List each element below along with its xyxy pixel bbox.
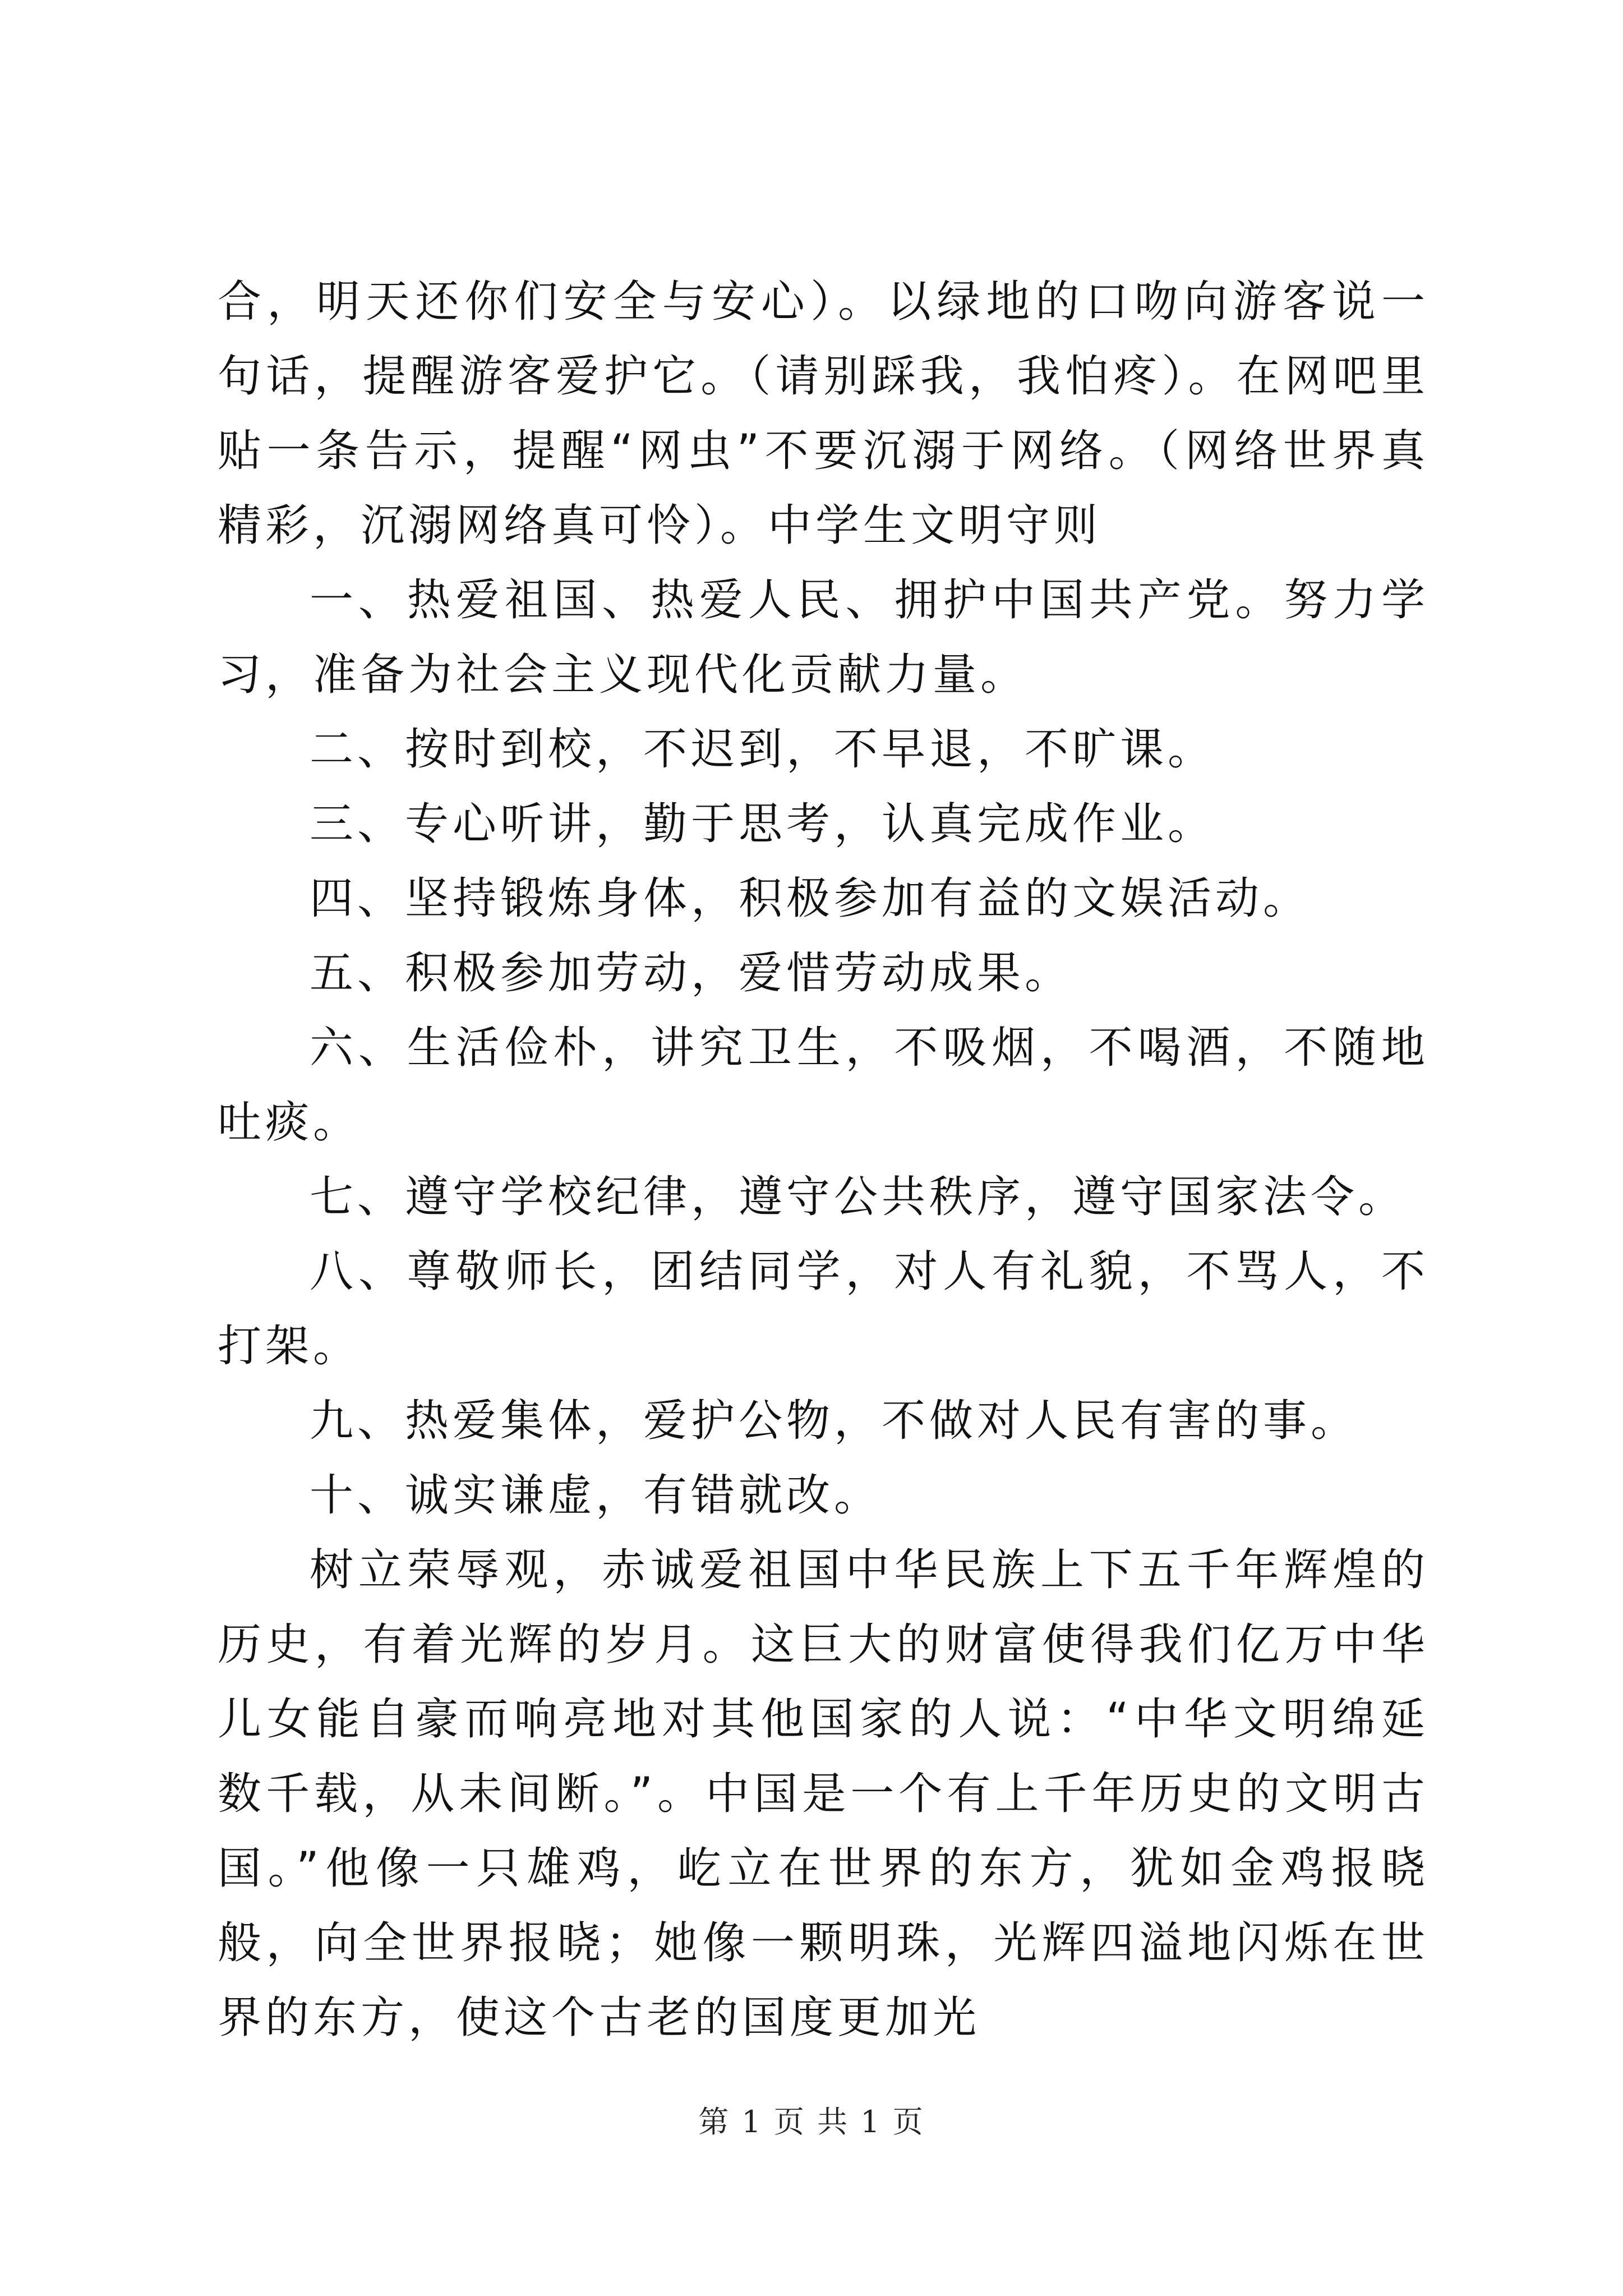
rule-item-9: 九、热爱集体，爱护公物，不做对人民有害的事。	[310, 1396, 1359, 1446]
document-body	[218, 265, 1429, 2055]
page-footer: 第 1 页 共 1 页	[698, 2104, 925, 2139]
rule-item-4: 四、坚持锻炼身体，积极参加有益的文娱活动。	[310, 873, 1311, 924]
rule-item-2: 二、按时到校，不迟到，不早退，不旷课。	[310, 724, 1216, 775]
rule-item-10: 十、诚实谦虚，有错就改。	[310, 1470, 882, 1521]
rule-item-1: 一、热爱祖国、热爱人民、拥护中国共产党。努力学习，准备为社会主义现代化贡献力量。	[218, 575, 1429, 700]
paragraph-intro: 合，明天还你们安全与安心）。以绿地的口吻向游客说一句话，提醒游客爱护它。（请别踩我，我怕疼）。在网吧里贴一条告示，提醒“网虫”不要沉溺于网络。（网络世界真精彩，沉溺网络真可怜）。中学生文明守则	[218, 277, 1429, 551]
rule-item-5: 五、积极参加劳动，爱惜劳动成果。	[310, 948, 1073, 999]
paragraph-closing: 树立荣辱观，赤诚爱祖国中华民族上下五千年辉煌的历史，有着光辉的岁月。这巨大的财富使得我们亿万中华儿女能自豪而响亮地对其他国家的人说：“中华文明绵延数千载，从未间断。”。中国是一个有上千年历史的文明古国。”他像一只雄鸡，屹立在世界的东方，犹如金鸡报晓般，向全世界报晓；她像一颗明珠，光辉四溢地闪烁在世界的东方，使这个古老的国度更加光	[218, 1545, 1429, 2043]
rule-item-3: 三、专心听讲，勤于思考，认真完成作业。	[310, 799, 1216, 849]
rule-item-7: 七、遵守学校纪律，遵守公共秩序，遵守国家法令。	[310, 1172, 1407, 1222]
rule-item-8: 八、尊敬师长，团结同学，对人有礼貌，不骂人，不打架。	[218, 1246, 1429, 1372]
rule-item-6: 六、生活俭朴，讲究卫生，不吸烟，不喝酒，不随地吐痰。	[218, 1023, 1429, 1148]
